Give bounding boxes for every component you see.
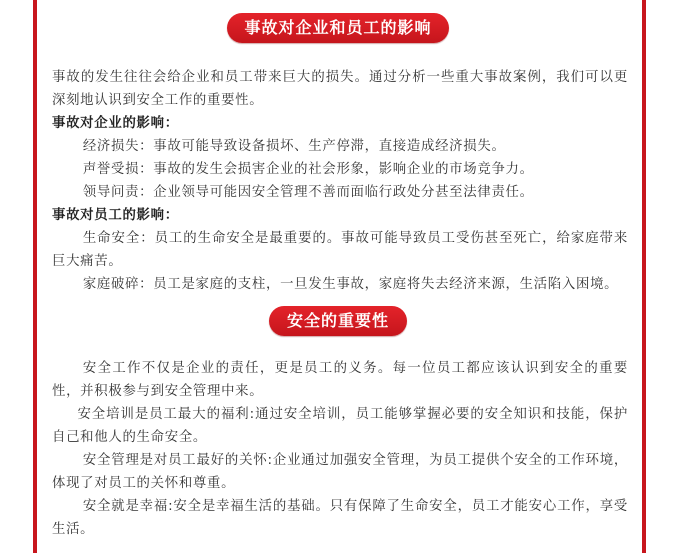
section-accident-impact-body bbox=[52, 66, 628, 296]
employee-impact-heading: 事故对员工的影响： bbox=[52, 208, 179, 223]
safety-paragraph: 安全工作不仅是企业的责任，更是员工的义务。每一位员工都应该认识到安全的重要性，并积极参与到安全管理中来。 bbox=[52, 361, 628, 399]
safety-paragraph: 安全培训是员工最大的福利:通过安全培训，员工能够掌握必要的安全知识和技能，保护自己和他人的生命安全。 bbox=[52, 407, 628, 445]
enterprise-impact-item: 经济损失：事故可能导致设备损坏、生产停滞，直接造成经济损失。 bbox=[82, 139, 506, 154]
enterprise-impact-heading: 事故对企业的影响： bbox=[52, 116, 179, 131]
enterprise-impact-item: 声誉受损：事故的发生会损害企业的社会形象，影响企业的市场竞争力。 bbox=[82, 162, 534, 177]
safety-paragraph: 安全就是幸福:安全是幸福生活的基础。只有保障了生命安全，员工才能安心工作，享受生活。 bbox=[52, 499, 628, 537]
safety-paragraph: 安全管理是对员工最好的关怀:企业通过加强安全管理，为员工提供个安全的工作环境，体现了对员工的关怀和尊重。 bbox=[52, 453, 628, 491]
intro-paragraph: 事故的发生往往会给企业和员工带来巨大的损失。通过分析一些重大事故案例，我们可以更深刻地认识到安全工作的重要性。 bbox=[52, 70, 628, 108]
left-red-border bbox=[33, 0, 37, 553]
section-title-safety-importance: 安全的重要性 bbox=[269, 306, 407, 336]
section-title-accident-impact: 事故对企业和员工的影响 bbox=[227, 13, 449, 43]
employee-impact-item: 家庭破碎：员工是家庭的支柱，一旦发生事故，家庭将失去经济来源，生活陷入困境。 bbox=[82, 277, 619, 292]
section-safety-importance-body bbox=[52, 357, 628, 541]
employee-impact-item: 生命安全：员工的生命安全是最重要的。事故可能导致员工受伤甚至死亡，给家庭带来巨大痛苦。 bbox=[52, 231, 628, 269]
right-red-border bbox=[642, 0, 646, 553]
enterprise-impact-item: 领导问责：企业领导可能因安全管理不善而面临行政处分甚至法律责任。 bbox=[82, 185, 534, 200]
